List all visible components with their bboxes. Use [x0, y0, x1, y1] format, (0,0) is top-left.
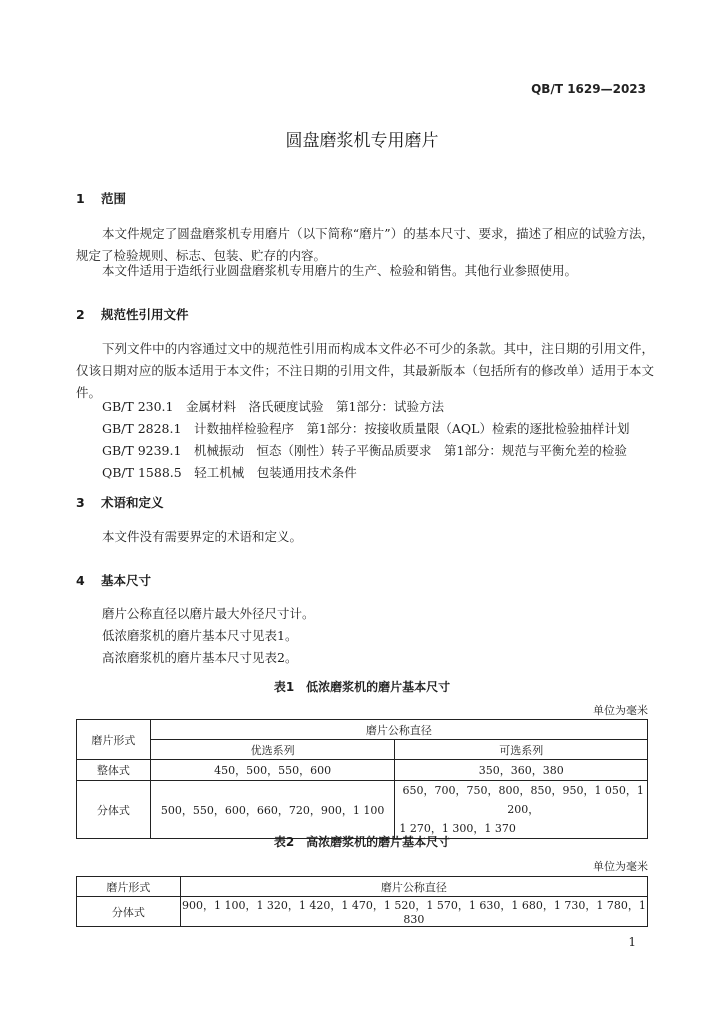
normative-reference [102, 396, 444, 418]
document-title: 圆盘磨浆机专用磨片 [285, 131, 439, 151]
table-cell-form: 分体式 [77, 897, 181, 927]
table-row [77, 897, 648, 927]
section-2-heading [76, 305, 189, 323]
table-row [77, 781, 648, 839]
table-cell-optional: 350，360，380 [395, 760, 648, 781]
normative-reference [102, 462, 357, 484]
normative-reference [102, 440, 627, 462]
table-cell-preferred: 500，550，600，660，720，900，1 100 [150, 781, 395, 839]
reference-title: 轻工机械 包装通用技术条件 [194, 465, 357, 480]
section-4-heading [76, 571, 151, 589]
section-title: 范围 [101, 191, 127, 206]
table-header-optional: 可选系列 [395, 740, 648, 760]
section-2-paragraph-1: 下列文件中的内容通过文中的规范性引用而构成本文件必不可少的条款。其中，注日期的引用文件，仅该日期对应的版本适用于本文件；不注日期的引用文件，其最新版本（包括所有的修改单）适用于本文件。 [76, 341, 654, 400]
table-1-unit: 单位为毫米 [593, 704, 648, 717]
standard-number: QB/T 1629—2023 [531, 82, 646, 96]
section-3-paragraph-1: 本文件没有需要界定的术语和定义。 [102, 529, 303, 544]
section-3-heading [76, 493, 164, 511]
section-number: 2 [76, 307, 85, 322]
section-1-paragraph-1: 本文件规定了圆盘磨浆机专用磨片（以下简称“磨片”）的基本尺寸、要求，描述了相应的试验方法，规定了检验规则、标志、包装、贮存的内容。 [76, 226, 654, 263]
table-header-form: 磨片形式 [77, 877, 181, 897]
page-number: 1 [628, 935, 636, 949]
section-4-line-2: 低浓磨浆机的磨片基本尺寸见表1。 [102, 628, 298, 643]
table-1-caption: 表1 低浓磨浆机的磨片基本尺寸 [273, 680, 451, 694]
table-header-diameter: 磨片公称直径 [180, 877, 647, 897]
section-title: 基本尺寸 [101, 573, 152, 588]
table-2-caption: 表2 高浓磨浆机的磨片基本尺寸 [273, 835, 451, 849]
table-header-form: 磨片形式 [77, 720, 151, 760]
table-cell-preferred: 450，500，550，600 [150, 760, 395, 781]
reference-code: GB/T 2828.1 [102, 421, 182, 436]
section-title: 术语和定义 [101, 495, 164, 510]
table-2 [76, 876, 648, 927]
table-cell-optional-line-1: 650，700，750，800，850，950，1 050，1 200， [402, 784, 644, 816]
table-cell-values: 900，1 100，1 320，1 420，1 470，1 520，1 570，1 630，1 680，1 730，1 780，1 830 [180, 897, 647, 927]
section-title: 规范性引用文件 [101, 307, 189, 322]
table-cell-optional-line-2: 1 270，1 300，1 370 [399, 822, 516, 835]
table-2-unit: 单位为毫米 [593, 860, 648, 873]
table-header-preferred: 优选系列 [150, 740, 395, 760]
reference-code: GB/T 9239.1 [102, 443, 182, 458]
reference-code: GB/T 230.1 [102, 399, 174, 414]
section-number: 4 [76, 573, 85, 588]
table-row [77, 760, 648, 781]
normative-reference [102, 418, 629, 440]
table-cell-optional [395, 781, 648, 839]
table-cell-form: 分体式 [77, 781, 151, 839]
reference-title: 金属材料 洛氏硬度试验 第1部分：试验方法 [186, 399, 444, 414]
section-4-line-3: 高浓磨浆机的磨片基本尺寸见表2。 [102, 650, 298, 665]
table-cell-form: 整体式 [77, 760, 151, 781]
reference-code: QB/T 1588.5 [102, 465, 182, 480]
section-number: 3 [76, 495, 85, 510]
section-number: 1 [76, 191, 85, 206]
section-1-paragraph-2: 本文件适用于造纸行业圆盘磨浆机专用磨片的生产、检验和销售。其他行业参照使用。 [102, 263, 578, 278]
section-1-heading [76, 189, 126, 207]
section-4-line-1: 磨片公称直径以磨片最大外径尺寸计。 [102, 606, 315, 621]
reference-title: 机械振动 恒态（刚性）转子平衡品质要求 第1部分：规范与平衡允差的检验 [193, 443, 627, 458]
table-1 [76, 719, 648, 839]
table-header-diameter: 磨片公称直径 [150, 720, 647, 740]
reference-title: 计数抽样检验程序 第1部分：按接收质量限（AQL）检索的逐批检验抽样计划 [193, 421, 630, 436]
